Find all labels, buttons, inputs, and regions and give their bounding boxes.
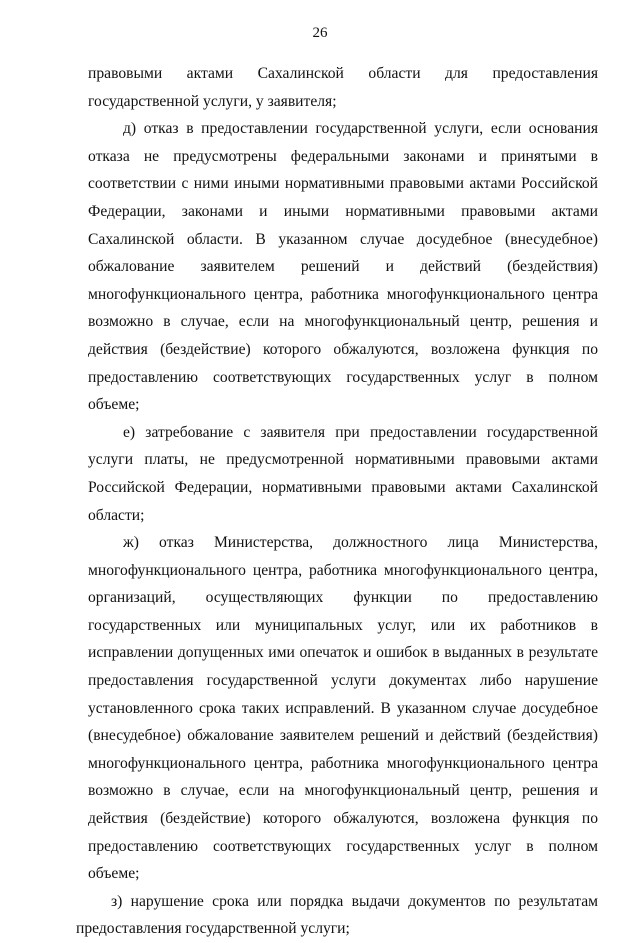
paragraph-item-e: е) затребование с заявителя при предоставлении государственной услуги платы, не предусмотренной нормативными правовыми актами Российской Федерации, нормативными правовыми актами Сахалинской области; <box>88 423 598 524</box>
paragraph-item-d: д) отказ в предоставлении государственной услуги, если основания отказа не предусмотрены федеральными законами и принятыми в соответствии с ними иными нормативными правовыми актами Российской Федерации, законами и иными нормативными правовыми актами Сахалинской области. В указанном случае досудебное (внесудебное) обжалование заявителем решений и действий (бездействия) многофункционального центра, работника многофункционального центра возможно в случае, если на многофункциональный центр, решения и действия (бездействие) которого обжалуются, возложена функция по предоставлению соответствующих государственных услуг в полном объеме; <box>88 120 598 414</box>
page-number: 26 <box>312 25 328 41</box>
paragraph-item-z: з) нарушение срока или порядка выдачи документов по результатам предоставления государственной услуги; <box>76 892 598 938</box>
paragraph-item-zh: ж) отказ Министерства, должностного лица Министерства, многофункционального центра, работника многофункционального центра, организаций, осуществляющих функции по предоставлению государственных или муниципальных услуг, или их работников в исправлении допущенных ими опечаток и ошибок в выданных в результате предоставления государственной услуги документах либо нарушение установленного срока таких исправлений. В указанном случае досудебное (внесудебное) обжалование заявителем решений и действий (бездействия) многофункционального центра, работника многофункционального центра возможно в случае, если на многофункциональный центр, решения и действия (бездействие) которого обжалуются, возложена функция по предоставлению соответствующих государственных услуг в полном объеме; <box>88 534 598 883</box>
paragraph-continuation: правовыми актами Сахалинской области для предоставления государственной услуги, у заявителя; <box>88 65 598 110</box>
document-body <box>76 60 598 943</box>
